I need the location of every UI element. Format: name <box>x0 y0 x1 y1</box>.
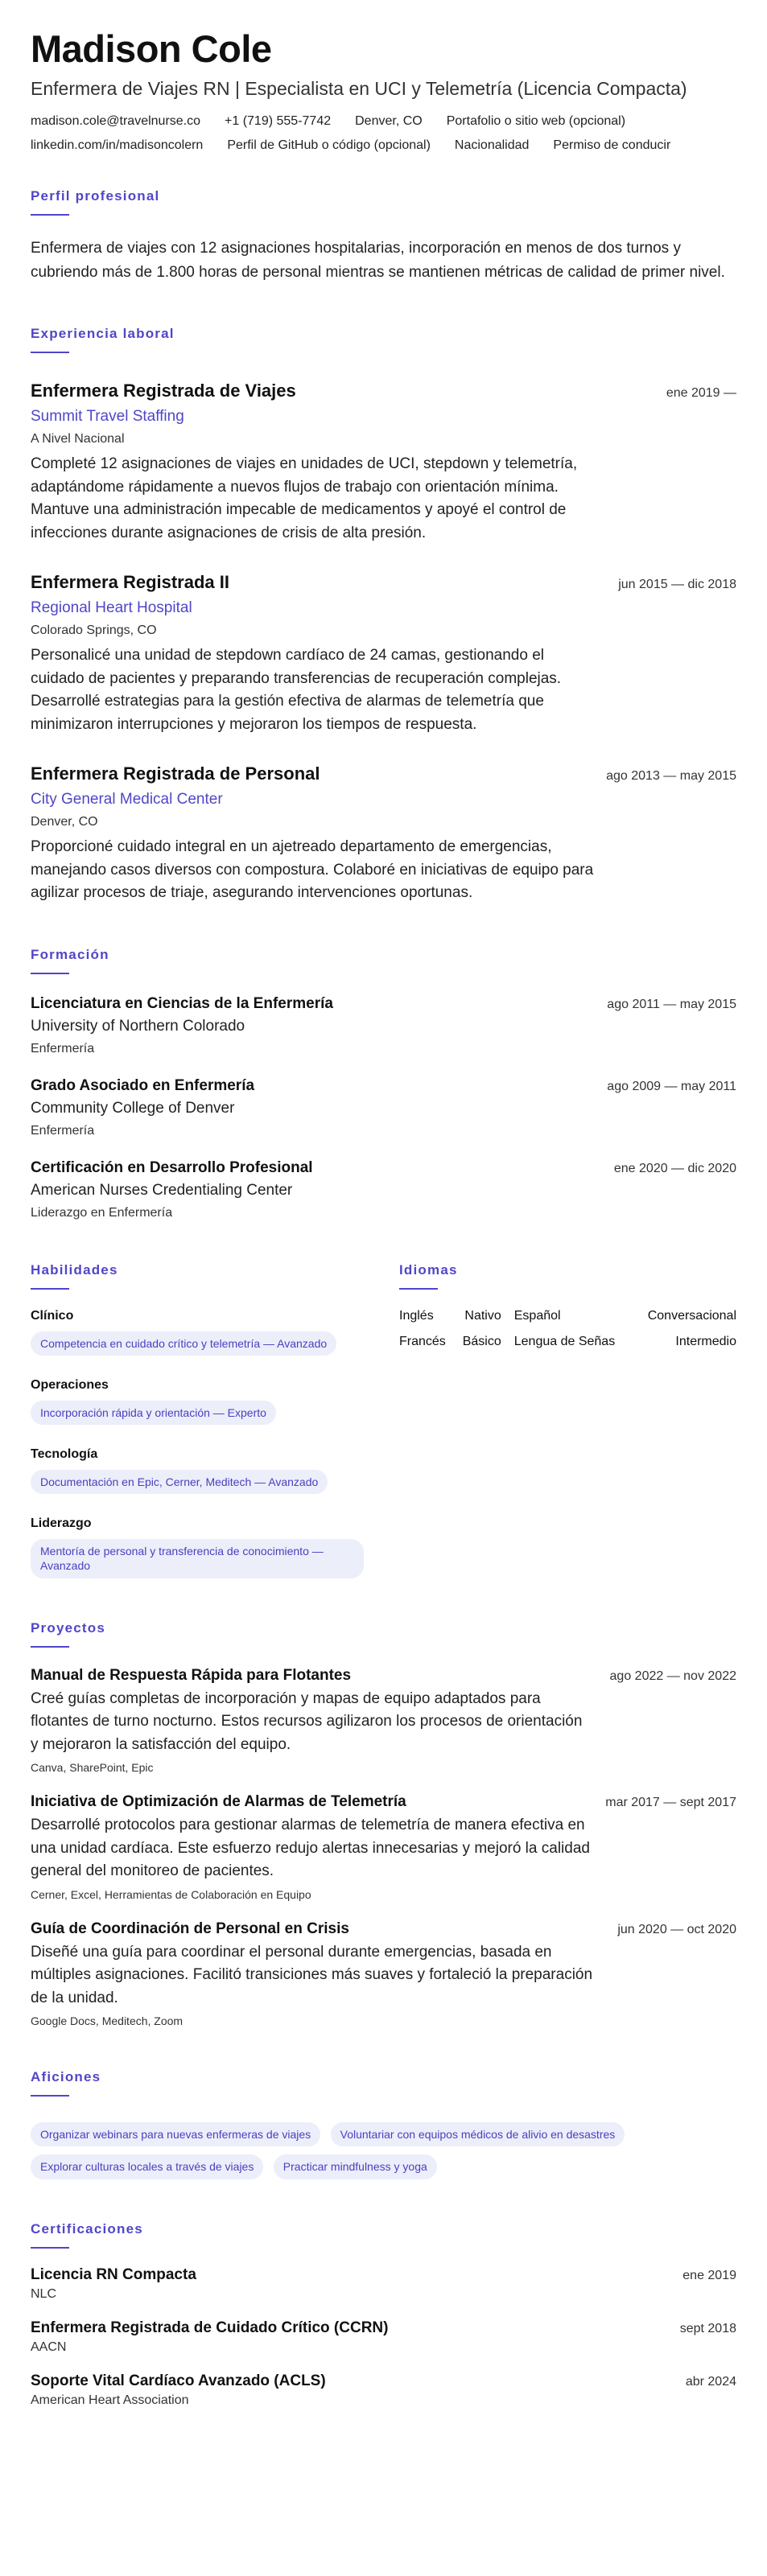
skill-chip: Incorporación rápida y orientación — Experto <box>31 1401 276 1425</box>
candidate-name: Madison Cole <box>31 27 272 70</box>
skill-category: Operaciones <box>31 1377 109 1392</box>
job-dates: ene 2019 — <box>666 386 736 401</box>
contact-portfolio[interactable]: Portafolio o sitio web (opcional) <box>446 114 626 129</box>
project-tools: Google Docs, Meditech, Zoom <box>31 2014 184 2028</box>
project-dates: mar 2017 — sept 2017 <box>605 1796 736 1810</box>
job-company: Regional Heart Hospital <box>31 599 192 617</box>
job-title: Enfermera Registrada de Personal <box>31 763 320 784</box>
skills-languages-row <box>31 1262 736 1578</box>
section-title: Aficiones <box>31 2069 101 2085</box>
hobby-chip: Practicar mindfulness y yoga <box>274 2154 437 2179</box>
language-name: Lengua de Señas <box>513 1334 616 1348</box>
education-entry <box>31 1159 736 1220</box>
section-title: Certificaciones <box>31 2220 143 2237</box>
job-company: City General Medical Center <box>31 791 223 809</box>
field-of-study: Liderazgo en Enfermería <box>31 1205 173 1220</box>
project-description: Diseñé una guía para coordinar el personal durante emergencias, basada en múltiples asignaciones. Facilitó transiciones más suaves y fortaleció la preparación de la unidad. <box>31 1943 593 2006</box>
candidate-headline: Enfermera de Viajes RN | Especialista en UCI y Telemetría (Licencia Compacta) <box>31 78 687 100</box>
skill-category: Tecnología <box>31 1447 98 1462</box>
school-name: University of Northern Colorado <box>31 1017 245 1035</box>
degree-title: Certificación en Desarrollo Profesional <box>31 1158 313 1176</box>
contact-driving-license: Permiso de conducir <box>553 138 671 153</box>
job-description: Proporcioné cuidado integral en un ajetreado departamento de emergencias, manejando casos diversos con compostura. Colaboré en iniciativas de equipo para agilizar procesos de triaje, asegurando intervenciones oportunas. <box>31 838 594 902</box>
language-name: Inglés <box>399 1308 434 1323</box>
project-title: Guía de Coordinación de Personal en Crisis <box>31 1920 349 1937</box>
contact-location: Denver, CO <box>355 114 423 129</box>
project-title: Manual de Respuesta Rápida para Flotantes <box>31 1666 352 1684</box>
skill-chip: Documentación en Epic, Cerner, Meditech — Avanzado <box>31 1470 328 1494</box>
degree-title: Grado Asociado en Enfermería <box>31 1076 255 1094</box>
project-tools: Cerner, Excel, Herramientas de Colaboración en Equipo <box>31 1887 311 1901</box>
job-location: Colorado Springs, CO <box>31 623 157 638</box>
project-title: Iniciativa de Optimización de Alarmas de Telemetría <box>31 1793 406 1811</box>
job-dates: ago 2013 — may 2015 <box>606 769 736 784</box>
contact-info <box>31 114 736 153</box>
project-entry <box>31 1667 736 1775</box>
contact-nationality: Nacionalidad <box>454 138 530 153</box>
certification-name: Enfermera Registrada de Cuidado Crítico (CCRN) <box>31 2319 389 2336</box>
project-dates: ago 2022 — nov 2022 <box>609 1669 736 1683</box>
language-level: Intermedio <box>675 1334 736 1348</box>
language-level: Básico <box>462 1334 501 1348</box>
certification-date: abr 2024 <box>685 2374 736 2389</box>
contact-phone[interactable]: +1 (719) 555-7742 <box>225 114 332 129</box>
school-name: American Nurses Credentialing Center <box>31 1181 293 1199</box>
language-level: Nativo <box>464 1308 501 1323</box>
projects-section <box>31 1620 736 2028</box>
hobby-chip: Explorar culturas locales a través de viajes <box>31 2154 263 2179</box>
section-divider <box>31 2247 69 2249</box>
certification-date: sept 2018 <box>679 2321 736 2335</box>
section-divider <box>399 1288 438 1290</box>
skill-category: Liderazgo <box>31 1516 92 1531</box>
education-dates: ago 2009 — may 2011 <box>607 1079 736 1093</box>
experience-section <box>31 326 736 905</box>
hobbies-list <box>31 2114 736 2179</box>
project-dates: jun 2020 — oct 2020 <box>617 1922 736 1936</box>
language-row <box>399 1335 736 1360</box>
certification-org: NLC <box>31 2286 57 2301</box>
skill-chip: Mentoría de personal y transferencia de conocimiento — Avanzado <box>31 1539 364 1578</box>
section-divider <box>31 1646 69 1648</box>
education-section <box>31 947 736 1220</box>
field-of-study: Enfermería <box>31 1123 95 1138</box>
field-of-study: Enfermería <box>31 1041 95 1056</box>
job-dates: jun 2015 — dic 2018 <box>618 578 736 592</box>
hobbies-section <box>31 2069 736 2179</box>
certification-date: ene 2019 <box>682 2268 736 2282</box>
job-description: Personalicé una unidad de stepdown cardíaco de 24 camas, gestionando el cuidado de pacientes y preparando transferencias de recuperación complejas. Desarrollé estrategias para la gestión efectiva de alarmas de telemetría que minimizaron interrupciones y mejoraron los tiempos de respuesta. <box>31 647 562 733</box>
skill-category: Clínico <box>31 1308 74 1323</box>
contact-github[interactable]: Perfil de GitHub o código (opcional) <box>227 138 431 153</box>
education-dates: ago 2011 — may 2015 <box>607 997 736 1011</box>
language-level: Conversacional <box>647 1308 736 1323</box>
job-description: Completé 12 asignaciones de viajes en unidades de UCI, stepdown y telemetría, adaptándome rápidamente a nuevos flujos de trabajo con orientación mínima. Mantuve una administración impecable de medicamentos y apoyé el control de infecciones durante asignaciones de crisis de alta presión. <box>31 455 578 541</box>
contact-email[interactable]: madison.cole@travelnurse.co <box>31 114 201 129</box>
job-title: Enfermera Registrada II <box>31 572 229 593</box>
skill-chip: Competencia en cuidado crítico y telemetría — Avanzado <box>31 1331 336 1356</box>
project-entry <box>31 1920 736 2028</box>
section-title: Habilidades <box>31 1261 118 1278</box>
section-divider <box>31 214 69 216</box>
language-name: Español <box>513 1308 561 1323</box>
section-title: Experiencia laboral <box>31 326 175 342</box>
section-divider <box>31 1288 69 1290</box>
job-entry <box>31 763 736 905</box>
education-dates: ene 2020 — dic 2020 <box>613 1161 736 1175</box>
summary-text: Enfermera de viajes con 12 asignaciones hospitalarias, incorporación en menos de dos turnos y cubriendo más de 1.800 horas de personal mientras se mantienen métricas de calidad de primer nivel. <box>31 240 725 281</box>
section-title: Idiomas <box>399 1261 458 1278</box>
hobby-chip: Organizar webinars para nuevas enfermeras de viajes <box>31 2122 320 2146</box>
hobby-chip: Voluntariar con equipos médicos de alivio en desastres <box>331 2122 625 2146</box>
job-entry <box>31 572 736 736</box>
section-divider <box>31 352 69 353</box>
skills-section <box>31 1262 399 1578</box>
summary-section <box>31 188 736 284</box>
contact-linkedin[interactable]: linkedin.com/in/madisoncolern <box>31 138 204 153</box>
project-description: Creé guías completas de incorporación y mapas de equipo adaptados para flotantes de turno nocturno. Estos recursos agilizaron los procesos de orientación y mejoraron la satisfacción del equipo. <box>31 1689 583 1753</box>
degree-title: Licenciatura en Ciencias de la Enfermería <box>31 994 333 1012</box>
education-entry <box>31 1077 736 1138</box>
certification-entry <box>31 2372 736 2408</box>
languages-table <box>399 1309 736 1360</box>
job-location: A Nivel Nacional <box>31 432 125 446</box>
project-description: Desarrollé protocolos para gestionar alarmas de telemetría de manera efectiva en una unidad cardíaca. Este esfuerzo redujo alertas innecesarias y mejoró la calidad general del monitoreo de pacientes. <box>31 1817 590 1880</box>
certification-org: AACN <box>31 2339 67 2354</box>
language-row <box>399 1309 736 1335</box>
language-name: Francés <box>399 1334 446 1348</box>
job-location: Denver, CO <box>31 815 98 829</box>
project-tools: Canva, SharePoint, Epic <box>31 1761 154 1775</box>
job-title: Enfermera Registrada de Viajes <box>31 381 296 401</box>
project-entry <box>31 1793 736 1901</box>
section-title: Formación <box>31 946 109 962</box>
section-divider <box>31 2095 69 2097</box>
school-name: Community College of Denver <box>31 1099 235 1117</box>
certification-name: Licencia RN Compacta <box>31 2265 196 2283</box>
languages-section <box>399 1262 736 1578</box>
certification-name: Soporte Vital Cardíaco Avanzado (ACLS) <box>31 2372 326 2389</box>
section-title: Proyectos <box>31 1619 106 1636</box>
resume-header <box>31 29 736 153</box>
section-divider <box>31 973 69 974</box>
certifications-section <box>31 2221 736 2408</box>
job-entry <box>31 381 736 545</box>
certification-entry <box>31 2319 736 2355</box>
certification-org: American Heart Association <box>31 2393 189 2407</box>
section-title: Perfil profesional <box>31 188 160 204</box>
certification-entry <box>31 2266 736 2302</box>
education-entry <box>31 995 736 1056</box>
job-company: Summit Travel Staffing <box>31 408 184 426</box>
